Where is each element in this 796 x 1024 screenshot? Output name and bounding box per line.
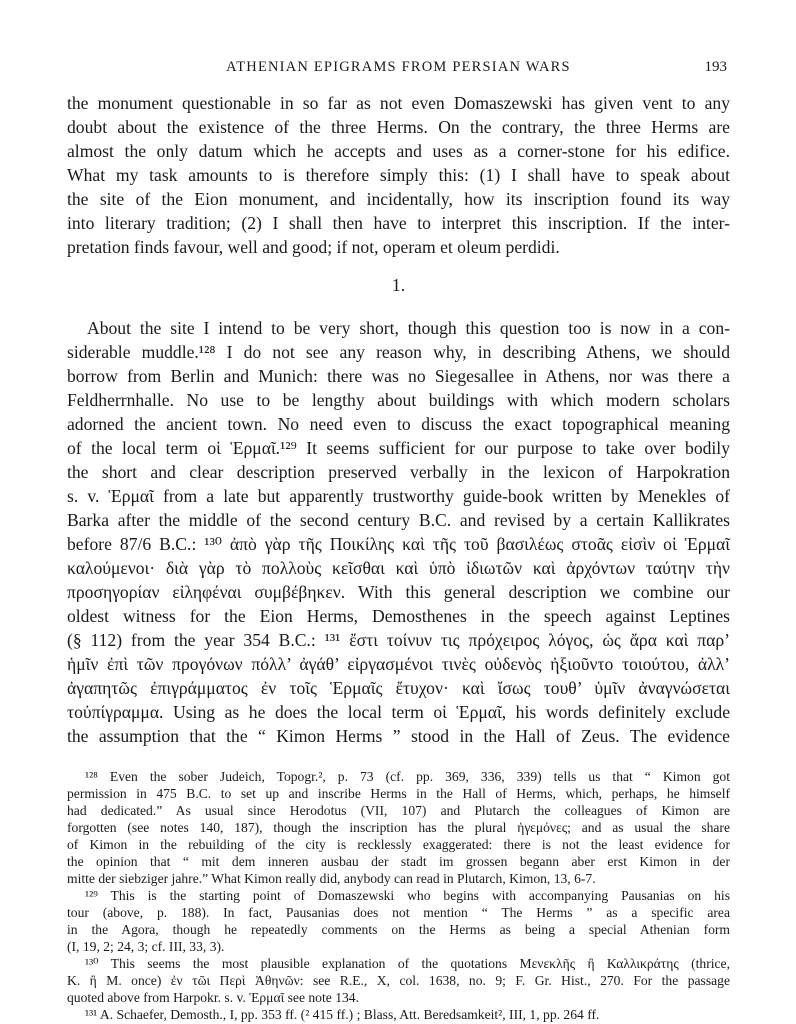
footnote-130: ¹³⁰ This seems the most plausible explanation of the quotations Μενεκλῆς ἢ Καλλικράτης (thrice, [85, 956, 730, 971]
footnote-129: ¹²⁹ This is the starting point of Domaszewski who begins with accompanying Pausanias on his [85, 888, 730, 903]
body-line: the site of the Eion monument, and incidentally, how its inscription found its way [67, 189, 730, 209]
body-line: into literary tradition; (2) I shall then have to interpret this inscription. If the inter- [67, 213, 730, 233]
body-line: adorned the ancient town. No need even to discuss the exact topographical meaning [67, 414, 730, 434]
footnote-line: K. ἢ M. once) ἐν τῶι Περὶ Ἀθηνῶν: see R.E., X, col. 1638, no. 9; F. Gr. Hist., 270. For the passage [67, 973, 730, 988]
footnote-line: of Kimon in the rebuilding of the city is recklessly exaggerated: there is not the least evidence for [67, 837, 730, 852]
document-page [67, 0, 730, 1024]
body-line: ἀγαπητῶς ἐπιγράμματος ἐν τοῖς Ἑρμαῖς ἔτυχον· καὶ ἴσως τουθ’ ὑμῖν ἀναγνώσεται [67, 678, 730, 698]
body-line: borrow from Berlin and Munich: there was no Siegesallee in Athens, nor was there a [67, 366, 730, 386]
body-line: Barka after the middle of the second century B.C. and revised by a certain Kallikrates [67, 510, 730, 530]
body-line: of the local term οἱ Ἑρμαῖ.¹²⁹ It seems sufficient for our purpose to take over bodily [67, 438, 730, 458]
footnote-line: tour (above, p. 188). In fact, Pausanias does not mention “ The Herms ” as a specific area [67, 905, 730, 920]
footnote-line: quoted above from Harpokr. s. v. Ἑρμαῖ see note 134. [67, 990, 359, 1005]
body-line: almost the only datum which he accepts and uses as a corner-stone for his edifice. [67, 141, 730, 161]
footnote-line: forgotten (see notes 140, 187), though the inscription has the plural ἡγεμόνες; and as usual the share [67, 820, 730, 835]
body-line: siderable muddle.¹²⁸ I do not see any reason why, in describing Athens, we should [67, 342, 730, 362]
page-number: 193 [704, 59, 727, 75]
body-line: the short and clear description preserved verbally in the lexicon of Harpokration [67, 462, 730, 482]
footnote-131: ¹³¹ A. Schaefer, Demosth., I, pp. 353 ff. (² 415 ff.) ; Blass, Att. Beredsamkeit², III, 1, pp. 264 ff. [85, 1007, 600, 1022]
body-line: s. v. Ἑρμαῖ from a late but apparently trustworthy guide-book written by Menekles of [67, 486, 730, 506]
body-line: doubt about the existence of the three Herms. On the contrary, the three Herms are [67, 117, 730, 137]
footnote-line: in the Agora, though he repeatedly comments on the Herms as being a special Athenian form [67, 922, 730, 937]
body-line: καλούμενοι· διὰ γὰρ τὸ πολλοὺς κεῖσθαι καὶ ὑπὸ ἰδιωτῶν καὶ ἀρχόντων ταύτην τὴν [67, 558, 730, 578]
body-line: oldest witness for the Eion Herms, Demosthenes in the speech against Leptines [67, 606, 730, 626]
body-line: the monument questionable in so far as not even Domaszewski has given vent to any [67, 93, 730, 113]
footnote-line: had dedicated.” As usual since Herodotus (VII, 107) and Plutarch the colleagues of Kimon are [67, 803, 730, 818]
running-title: ATHENIAN EPIGRAMS FROM PERSIAN WARS [226, 59, 571, 75]
body-line: τοὐπίγραμμα. Using as he does the local term οἱ Ἑρμαῖ, his words definitely exclude [67, 702, 730, 722]
body-line: προσηγορίαν εἰληφέναι συμβέβηκεν. With this general description we combine our [67, 582, 730, 602]
body-line: (§ 112) from the year 354 B.C.: ¹³¹ ἔστι τοίνυν τις πρόχειρος λόγος, ὡς ἄρα καὶ παρ’ [67, 630, 730, 650]
section-number: 1. [391, 275, 406, 295]
body-line: What my task amounts to is therefore simply this: (1) I shall have to speak about [67, 165, 730, 185]
body-line: the assumption that the “ Kimon Herms ” stood in the Hall of Zeus. The evidence [67, 726, 730, 746]
body-line: ἡμῖν ἐπὶ τῶν προγόνων πόλλ’ ἀγάθ’ εἰργασμένοι τινὲς οὐδενὸς ἠξιοῦντο τοιούτου, ἀλλ’ [67, 654, 730, 674]
footnote-line: permission in 475 B.C. to set up and inscribe Herms in the Hall of Herms, which, perhaps, he himself [67, 786, 730, 801]
footnote-line: the opinion that “ mit dem inneren ausbau der stadt im grossen begann aber erst Kimon in der [67, 854, 730, 869]
running-head [67, 59, 730, 81]
body-line: Feldherrnhalle. No use to be lengthy about buildings with which modern scholars [67, 390, 730, 410]
footnote-128: ¹²⁸ Even the sober Judeich, Topogr.², p. 73 (cf. pp. 369, 336, 339) tells us that “ Kimon got [85, 769, 730, 784]
footnote-line: mitte der siebziger jahre.” What Kimon really did, anybody can read in Plutarch, Kimon, 13, 6-7. [67, 871, 596, 886]
body-line: About the site I intend to be very short, though this question too is now in a con- [87, 318, 730, 338]
body-line: before 87/6 B.C.: ¹³⁰ ἀπὸ γὰρ τῆς Ποικίλης καὶ τῆς τοῦ βασιλέως στοᾶς εἰσὶν οἱ Ἑρμαῖ [67, 534, 730, 554]
footnote-line: (I, 19, 2; 24, 3; cf. III, 33, 3). [67, 939, 225, 954]
body-line: pretation finds favour, well and good; if not, operam et oleum perdidi. [67, 237, 560, 257]
